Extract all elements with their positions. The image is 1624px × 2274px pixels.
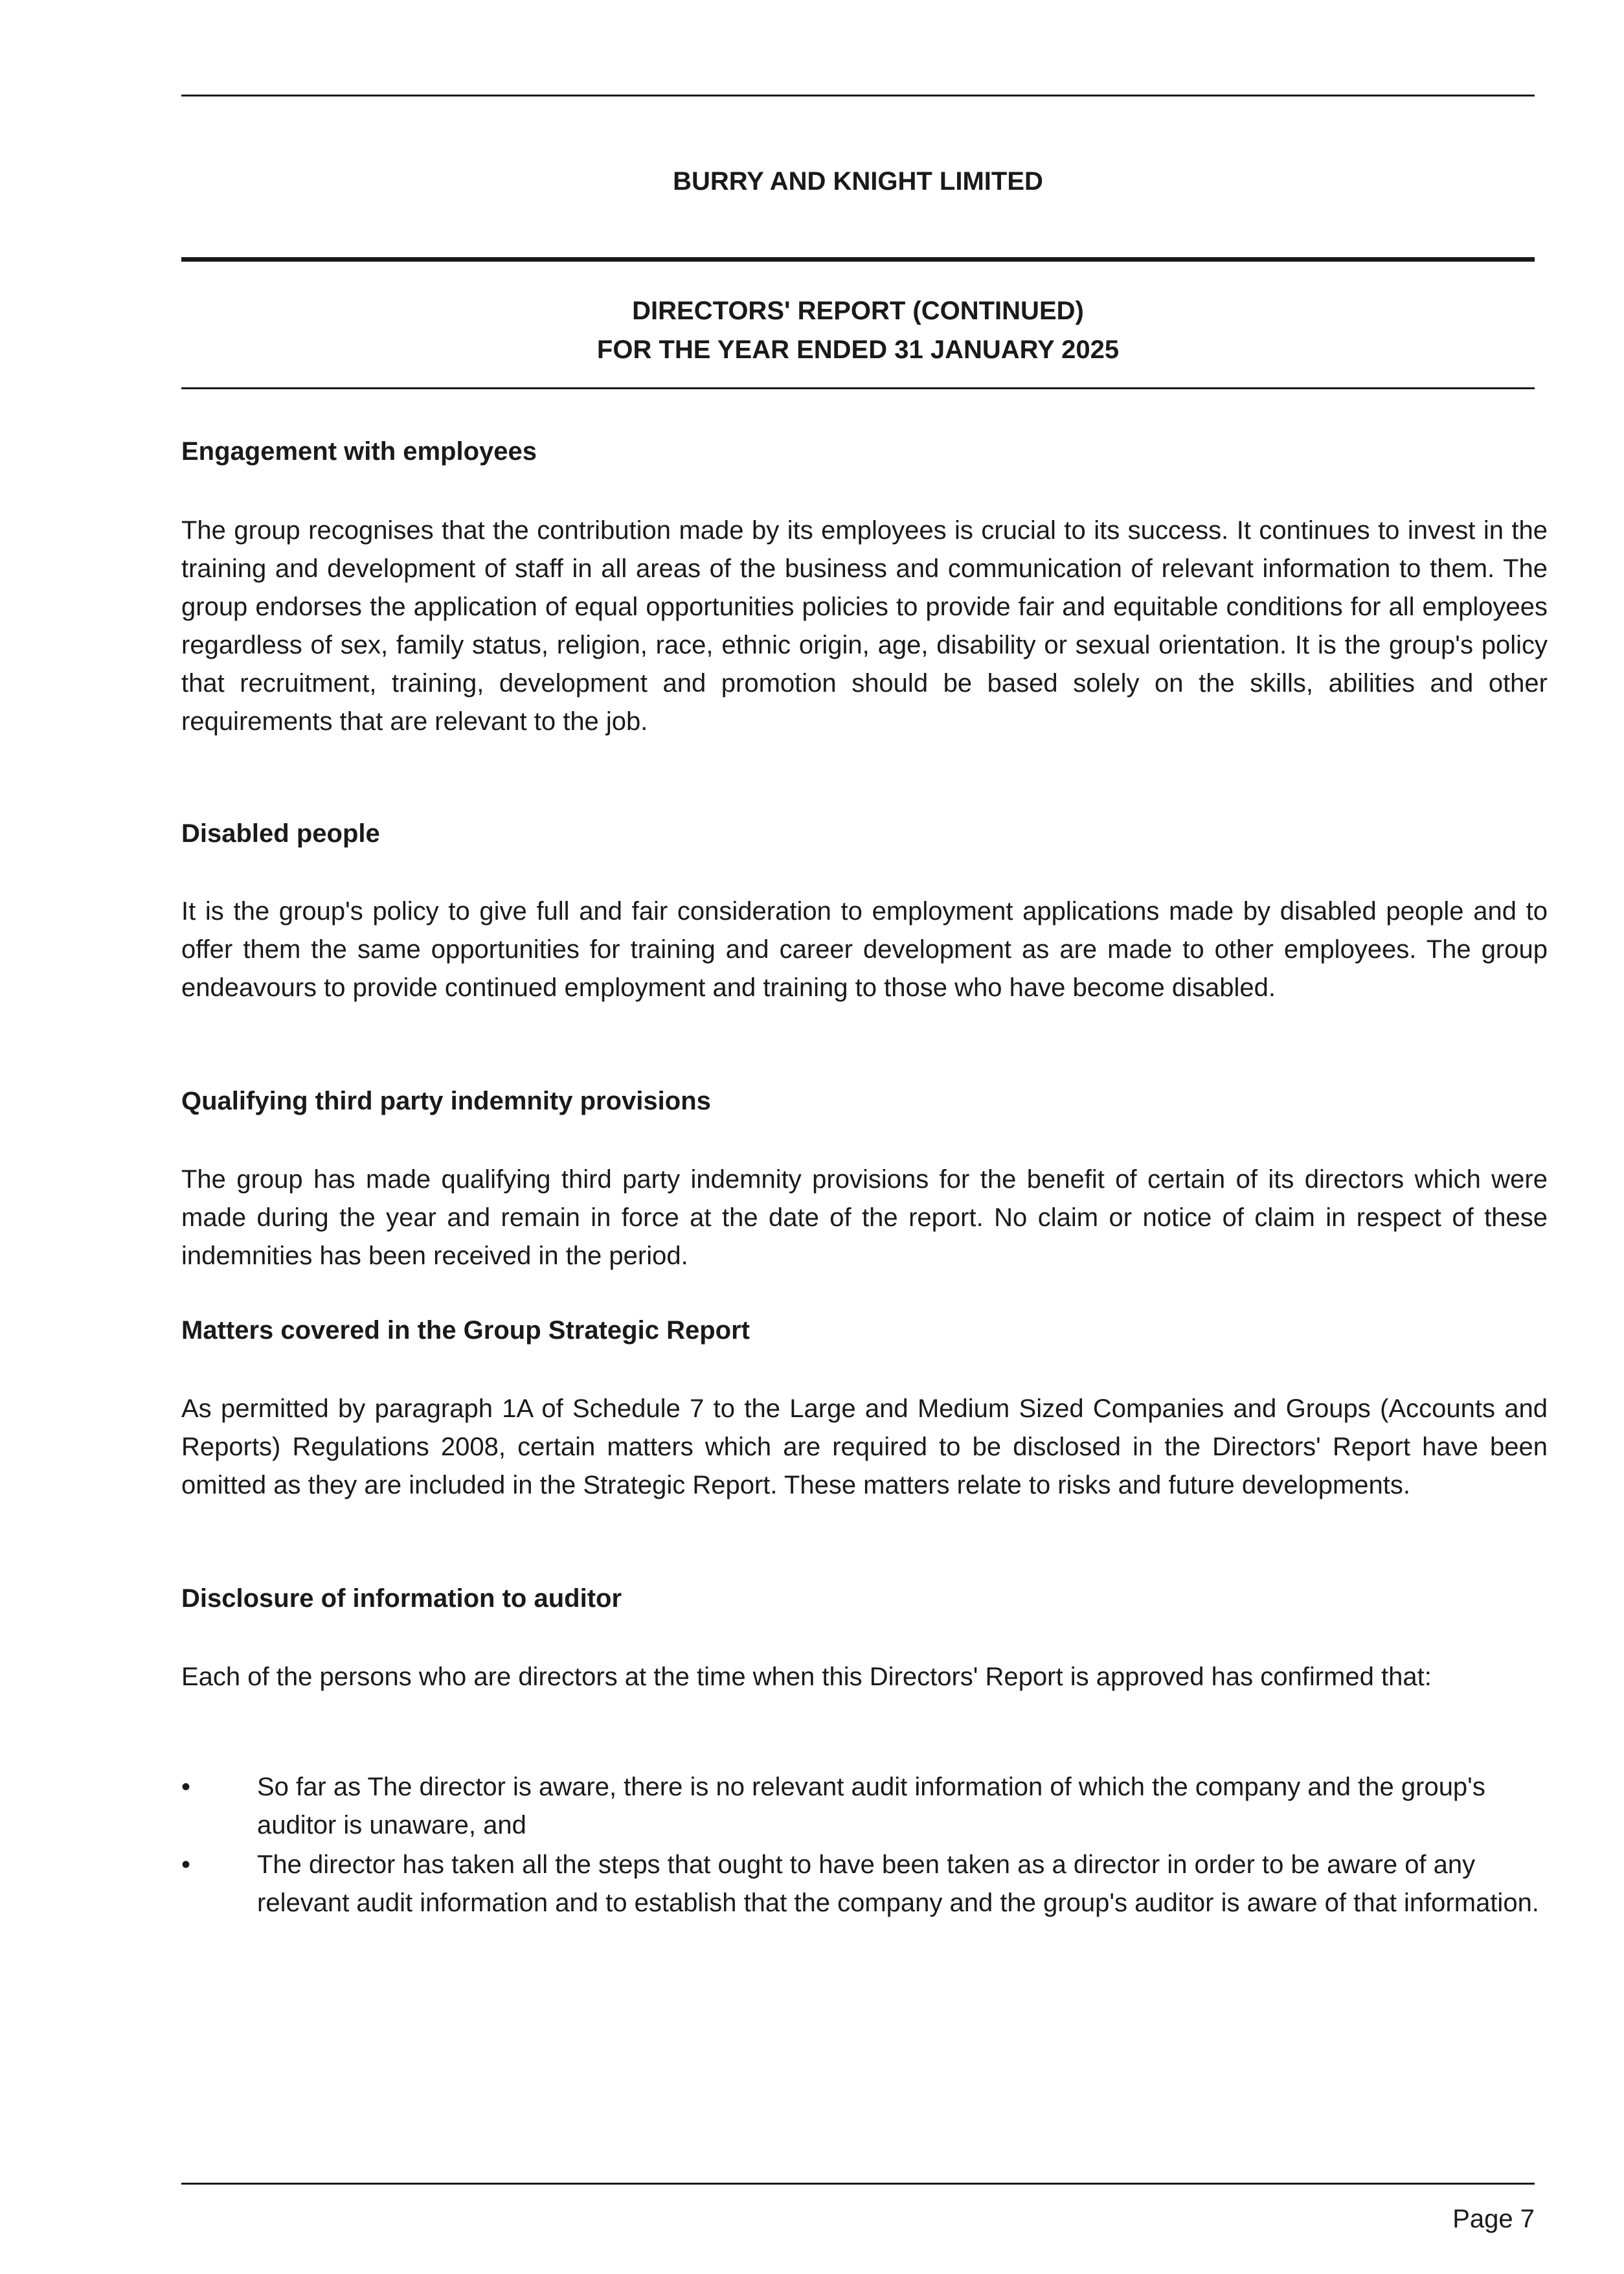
header-rule	[181, 257, 1535, 262]
footer-rule	[181, 2183, 1535, 2185]
auditor-bullet-1: So far as The director is aware, there is no relevant audit information of which the company and the group's auditor is unaware, and	[257, 1773, 1485, 1839]
disabled-paragraph: It is the group's policy to give full and fair consideration to employment applications made by disabled people and to offer them the same opportunities for training and career development as are made to other employees. The group endeavours to provide continued employment and training to those who have become disabled.	[181, 897, 1548, 1002]
bullet-icon: •	[181, 1850, 191, 1879]
auditor-paragraph: Each of the persons who are directors at the time when this Directors' Report is approved has confirmed that:	[181, 1663, 1432, 1691]
page-number: Page 7	[1452, 2205, 1535, 2233]
strategic-heading: Matters covered in the Group Strategic Report	[181, 1316, 750, 1345]
indemnity-heading: Qualifying third party indemnity provisions	[181, 1087, 711, 1115]
report-title: DIRECTORS' REPORT (CONTINUED)	[632, 297, 1084, 325]
company-name: BURRY AND KNIGHT LIMITED	[673, 167, 1043, 196]
report-period: FOR THE YEAR ENDED 31 JANUARY 2025	[596, 335, 1120, 364]
disabled-heading: Disabled people	[181, 819, 380, 848]
indemnity-paragraph: The group has made qualifying third party indemnity provisions for the benefit of certain of its directors which were made during the year and remain in force at the date of the report. No claim or notice of claim in respect of these indemnities has been received in the period.	[181, 1165, 1548, 1270]
employees-paragraph: The group recognises that the contribution made by its employees is crucial to its success. It continues to invest in the training and development of staff in all areas of the business and communication of relevant information to them. The group endorses the application of equal opportunities policies to provide fair and equitable conditions for all employees regardless of sex, family status, religion, race, ethnic origin, age, disability or sexual orientation. It is the group's policy that recruitment, training, development and promotion should be based solely on the skills, abilities and other requirements that are relevant to the job.	[181, 516, 1548, 736]
employees-heading: Engagement with employees	[181, 437, 537, 466]
auditor-bullet-2: The director has taken all the steps that ought to have been taken as a director in order to be aware of any relevant audit information and to establish that the company and the group's auditor is aware of that information.	[257, 1850, 1539, 1917]
auditor-heading: Disclosure of information to auditor	[181, 1584, 622, 1613]
top-rule	[181, 95, 1535, 97]
bullet-icon: •	[181, 1773, 191, 1801]
strategic-paragraph: As permitted by paragraph 1A of Schedule 7 to the Large and Medium Sized Companies and Groups (Accounts and Reports) Regulations 2008, certain matters which are required to be disclosed in the Directors' Report have been omitted as they are included in the Strategic Report. These matters relate to risks and future developments.	[181, 1394, 1548, 1499]
title-rule	[181, 387, 1535, 389]
